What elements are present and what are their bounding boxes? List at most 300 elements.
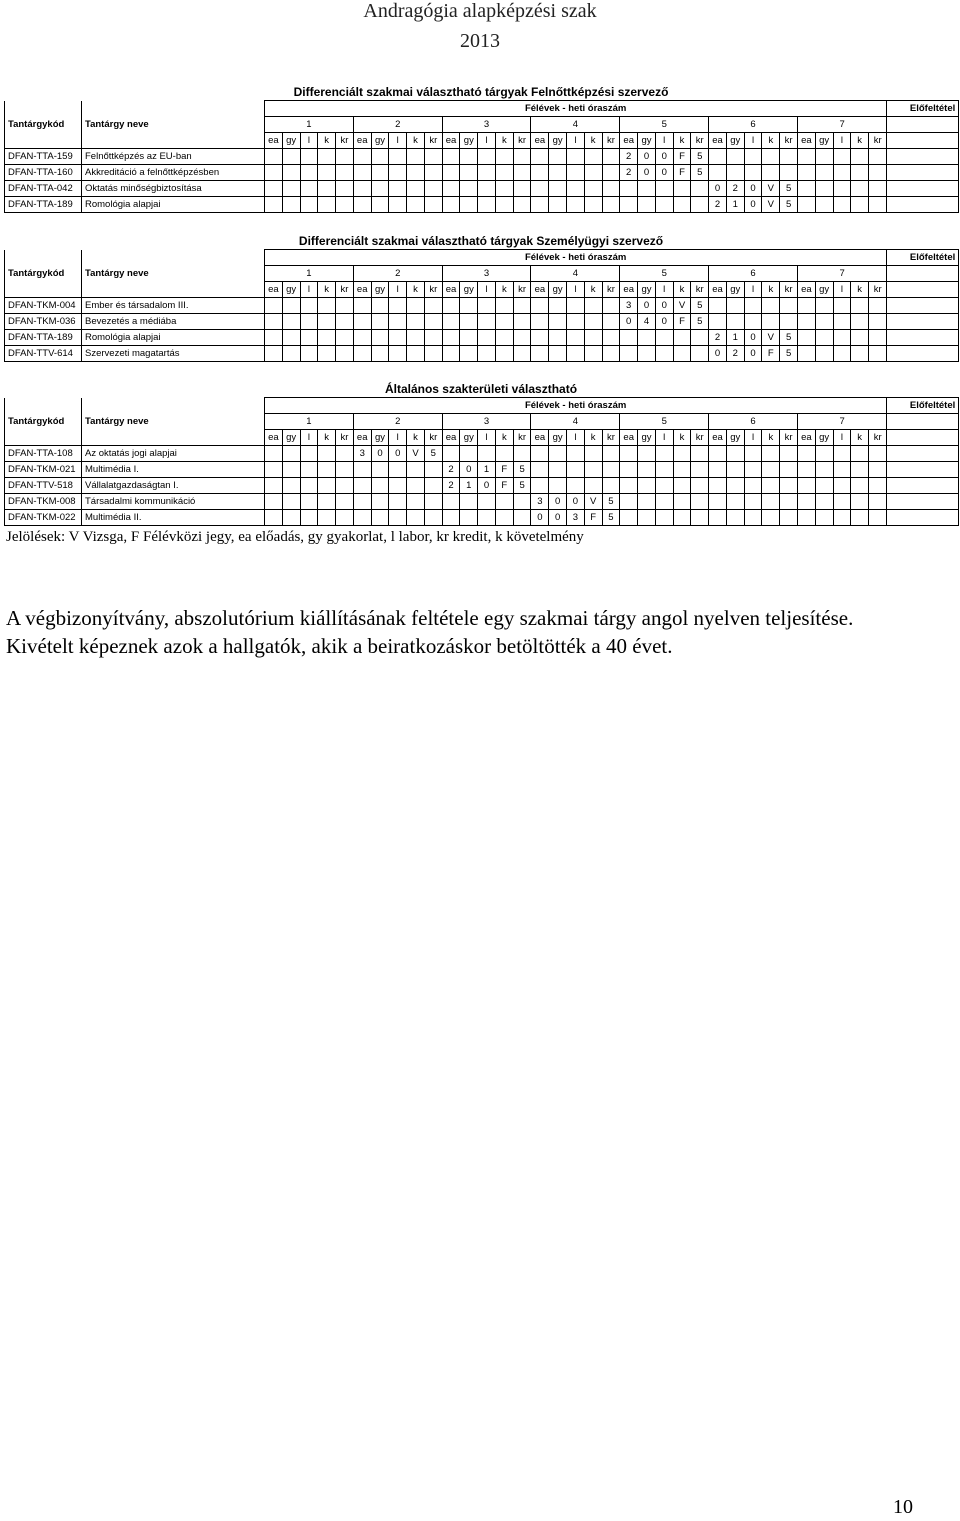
prereq-cell: [887, 346, 959, 362]
hour-cell: [709, 462, 727, 478]
hour-cell: [353, 149, 371, 165]
hour-cell: 1: [726, 330, 744, 346]
prereq-cell: [887, 298, 959, 314]
hour-cell: [602, 330, 620, 346]
hour-cell: [815, 165, 833, 181]
hour-cell: [815, 314, 833, 330]
hour-cell: [336, 494, 354, 510]
hour-cell: [282, 314, 300, 330]
code-header: Tantárgykód: [5, 117, 82, 133]
hour-cell: [389, 165, 407, 181]
hour-cell: 5: [780, 330, 798, 346]
hour-cell: [495, 181, 513, 197]
hour-cell: [584, 197, 602, 213]
subheader-l: l: [478, 430, 496, 446]
hour-cell: [869, 298, 887, 314]
hour-cell: [691, 462, 709, 478]
hour-cell: [531, 298, 549, 314]
subheader-kr: kr: [513, 282, 531, 298]
hour-cell: [318, 149, 336, 165]
hour-cell: F: [762, 346, 780, 362]
hour-cell: [833, 298, 851, 314]
semester-number: 7: [797, 414, 886, 430]
table-row: [5, 149, 959, 165]
course-name: Romológia alapjai: [82, 197, 265, 213]
subheader-k: k: [762, 282, 780, 298]
hour-cell: [424, 478, 442, 494]
hour-cell: [460, 494, 478, 510]
subheader-k: k: [318, 282, 336, 298]
blank-cell: [887, 430, 959, 446]
course-name: Felnőttképzés az EU-ban: [82, 149, 265, 165]
subheader-ea: ea: [442, 133, 460, 149]
hour-cell: [762, 478, 780, 494]
hour-cell: [282, 165, 300, 181]
subheader-k: k: [318, 133, 336, 149]
hour-cell: [389, 346, 407, 362]
subheader-l: l: [567, 430, 585, 446]
hour-cell: [620, 346, 638, 362]
hour-cell: [389, 510, 407, 526]
hour-cell: 0: [638, 149, 656, 165]
hour-cell: [780, 446, 798, 462]
hour-cell: [442, 330, 460, 346]
hour-cell: [869, 165, 887, 181]
subheader-kr: kr: [869, 282, 887, 298]
subheader-l: l: [478, 282, 496, 298]
hour-cell: [851, 462, 869, 478]
semester-number: 6: [709, 266, 798, 282]
hour-cell: V: [584, 494, 602, 510]
hour-cell: [797, 446, 815, 462]
hour-cell: [371, 330, 389, 346]
hour-cell: 0: [371, 446, 389, 462]
hour-cell: [282, 149, 300, 165]
subheader-kr: kr: [869, 430, 887, 446]
hour-cell: [549, 165, 567, 181]
hour-cell: [460, 181, 478, 197]
hour-cell: [869, 494, 887, 510]
hour-cell: [336, 446, 354, 462]
subheader-l: l: [833, 133, 851, 149]
hour-cell: [691, 478, 709, 494]
hour-cell: [833, 314, 851, 330]
course-table: [4, 100, 959, 213]
hour-cell: 5: [691, 165, 709, 181]
hour-cell: [495, 298, 513, 314]
hour-cell: 0: [567, 494, 585, 510]
hour-cell: [371, 346, 389, 362]
hour-cell: F: [673, 149, 691, 165]
hour-cell: [691, 510, 709, 526]
hour-cell: [638, 346, 656, 362]
hour-cell: [833, 149, 851, 165]
hour-cell: [407, 494, 425, 510]
hour-cell: [620, 494, 638, 510]
hour-cell: [442, 346, 460, 362]
hour-cell: [797, 462, 815, 478]
hour-cell: [584, 478, 602, 494]
hour-cell: [495, 346, 513, 362]
subheader-k: k: [584, 430, 602, 446]
hour-cell: [353, 462, 371, 478]
hour-cell: [371, 314, 389, 330]
hour-cell: [371, 165, 389, 181]
hour-cell: [513, 346, 531, 362]
subheader-k: k: [673, 430, 691, 446]
hour-cell: [833, 181, 851, 197]
course-name: Romológia alapjai: [82, 330, 265, 346]
hour-cell: [691, 494, 709, 510]
subheader-kr: kr: [336, 430, 354, 446]
hour-cell: 2: [620, 149, 638, 165]
hour-cell: [726, 510, 744, 526]
section-title: Differenciált szakmai választható tárgyak Felnőttképzési szervező: [293, 85, 669, 99]
prereq-cell: [887, 494, 959, 510]
hour-cell: [495, 446, 513, 462]
hour-cell: [833, 197, 851, 213]
subheader-k: k: [407, 282, 425, 298]
blank-cell: [5, 282, 82, 298]
hour-cell: [638, 510, 656, 526]
hour-cell: [318, 314, 336, 330]
hour-cell: [869, 197, 887, 213]
hour-cell: [673, 478, 691, 494]
hour-cell: [442, 149, 460, 165]
hour-cell: [549, 197, 567, 213]
hour-cell: [282, 197, 300, 213]
hour-cell: [407, 510, 425, 526]
hour-cell: [513, 149, 531, 165]
semester-number: 7: [797, 266, 886, 282]
hour-cell: [762, 462, 780, 478]
hour-cell: [620, 181, 638, 197]
hour-cell: [709, 314, 727, 330]
hour-cell: 3: [353, 446, 371, 462]
hour-cell: [567, 197, 585, 213]
subheader-kr: kr: [513, 430, 531, 446]
hour-cell: [389, 462, 407, 478]
hour-cell: [336, 510, 354, 526]
hour-cell: [478, 149, 496, 165]
hour-cell: [726, 462, 744, 478]
course-code: DFAN-TKM-036: [5, 314, 82, 330]
hour-cell: [318, 298, 336, 314]
subheader-ea: ea: [442, 282, 460, 298]
blank-cell: [82, 250, 265, 266]
hour-cell: 0: [655, 165, 673, 181]
hour-cell: [851, 165, 869, 181]
hour-cell: [584, 446, 602, 462]
hour-cell: [442, 181, 460, 197]
course-name: Szervezeti magatartás: [82, 346, 265, 362]
semester-number: 3: [442, 414, 531, 430]
subheader-l: l: [744, 133, 762, 149]
hour-cell: [709, 446, 727, 462]
subheader-ea: ea: [797, 430, 815, 446]
hour-cell: 0: [638, 165, 656, 181]
hour-cell: [371, 181, 389, 197]
hour-cell: [282, 181, 300, 197]
hour-cell: 1: [478, 462, 496, 478]
hour-cell: [673, 462, 691, 478]
hour-cell: [265, 462, 283, 478]
hour-cell: [495, 510, 513, 526]
table-row: [5, 346, 959, 362]
hour-cell: [478, 165, 496, 181]
hour-cell: 5: [602, 510, 620, 526]
subheader-gy: gy: [371, 430, 389, 446]
hour-cell: 2: [442, 462, 460, 478]
hour-cell: [353, 346, 371, 362]
subheader-l: l: [655, 282, 673, 298]
semesters-header: Félévek - heti óraszám: [265, 101, 887, 117]
hour-cell: [797, 346, 815, 362]
semester-number: 6: [709, 117, 798, 133]
hour-cell: [797, 298, 815, 314]
subheader-gy: gy: [371, 282, 389, 298]
subheader-k: k: [495, 133, 513, 149]
requirement-note: A végbizonyítvány, abszolutórium kiállításának feltétele egy szakmai tárgy angol nyelven teljesítése. Kivételt képeznek azok a hallgatók, akik a beiratkozáskor betöltötték a 40 évet.: [6, 606, 854, 658]
subheader-ea: ea: [531, 430, 549, 446]
hour-cell: [602, 462, 620, 478]
hour-cell: [531, 462, 549, 478]
subheader-ea: ea: [620, 282, 638, 298]
subheader-ea: ea: [353, 133, 371, 149]
blank-cell: [887, 133, 959, 149]
hour-cell: [691, 330, 709, 346]
hour-cell: [833, 494, 851, 510]
hour-cell: [424, 181, 442, 197]
hour-cell: [495, 149, 513, 165]
hour-cell: [318, 446, 336, 462]
hour-cell: [584, 462, 602, 478]
hour-cell: 0: [389, 446, 407, 462]
hour-cell: [655, 346, 673, 362]
course-name: Oktatás minőségbiztosítása: [82, 181, 265, 197]
subheader-l: l: [744, 430, 762, 446]
section-szemelyugyi-szervezo: [4, 233, 958, 367]
section-altalanos-szakteruleti: [4, 381, 958, 531]
hour-cell: [300, 510, 318, 526]
code-header: Tantárgykód: [5, 266, 82, 282]
hour-cell: [318, 462, 336, 478]
subheader-kr: kr: [602, 282, 620, 298]
hour-cell: [513, 446, 531, 462]
subheader-l: l: [300, 282, 318, 298]
hour-cell: [478, 446, 496, 462]
document-header-year: 2013: [460, 30, 500, 52]
hour-cell: [389, 197, 407, 213]
hour-cell: 4: [638, 314, 656, 330]
prereq-header: Előfeltétel: [887, 101, 959, 117]
hour-cell: [762, 298, 780, 314]
hour-cell: [620, 330, 638, 346]
hour-cell: [815, 446, 833, 462]
hour-cell: [567, 478, 585, 494]
hour-cell: [584, 298, 602, 314]
hour-cell: 0: [638, 298, 656, 314]
hour-cell: [460, 197, 478, 213]
subheader-k: k: [762, 133, 780, 149]
hour-cell: [265, 149, 283, 165]
hour-cell: [797, 149, 815, 165]
hour-cell: [567, 346, 585, 362]
prereq-header: Előfeltétel: [887, 250, 959, 266]
semester-number: 1: [265, 266, 354, 282]
hour-cell: [726, 149, 744, 165]
subheader-kr: kr: [691, 282, 709, 298]
hour-cell: [567, 462, 585, 478]
hour-cell: [833, 462, 851, 478]
hour-cell: [531, 446, 549, 462]
course-name: Az oktatás jogi alapjai: [82, 446, 265, 462]
hour-cell: [726, 298, 744, 314]
hour-cell: [833, 446, 851, 462]
blank-cell: [82, 101, 265, 117]
legend-text: Jelölések: V Vizsga, F Félévközi jegy, ea előadás, gy gyakorlat, l labor, kr kredit, k követelmény: [6, 529, 584, 545]
hour-cell: V: [407, 446, 425, 462]
hour-cell: [282, 346, 300, 362]
prereq-cell: [887, 149, 959, 165]
hour-cell: [780, 462, 798, 478]
section-felnottkepzesi-szervezo: [4, 84, 958, 218]
semester-number: 6: [709, 414, 798, 430]
hour-cell: 0: [460, 462, 478, 478]
hour-cell: [478, 346, 496, 362]
course-code: DFAN-TKM-008: [5, 494, 82, 510]
subheader-k: k: [407, 430, 425, 446]
subheader-gy: gy: [638, 430, 656, 446]
hour-cell: [300, 446, 318, 462]
semester-number: 4: [531, 414, 620, 430]
semester-number: 2: [353, 414, 442, 430]
table-row: [5, 494, 959, 510]
hour-cell: [282, 494, 300, 510]
hour-cell: [318, 181, 336, 197]
course-code: DFAN-TTA-189: [5, 197, 82, 213]
hour-cell: [282, 478, 300, 494]
hour-cell: [673, 510, 691, 526]
hour-cell: [265, 314, 283, 330]
course-name: Társadalmi kommunikáció: [82, 494, 265, 510]
hour-cell: 0: [744, 181, 762, 197]
hour-cell: 0: [655, 298, 673, 314]
hour-cell: [869, 314, 887, 330]
hour-cell: [531, 197, 549, 213]
hour-cell: [744, 165, 762, 181]
hour-cell: [549, 298, 567, 314]
semester-number: 4: [531, 117, 620, 133]
hour-cell: [851, 149, 869, 165]
hour-cell: [460, 314, 478, 330]
hour-cell: [780, 165, 798, 181]
hour-cell: [282, 510, 300, 526]
semesters-header: Félévek - heti óraszám: [265, 398, 887, 414]
hour-cell: [300, 462, 318, 478]
hour-cell: [549, 149, 567, 165]
hour-cell: [673, 446, 691, 462]
hour-cell: [549, 314, 567, 330]
blank-cell: [5, 101, 82, 117]
prereq-cell: [887, 478, 959, 494]
hour-cell: [460, 330, 478, 346]
hour-cell: [655, 330, 673, 346]
hour-cell: [655, 181, 673, 197]
hour-cell: [300, 314, 318, 330]
course-code: DFAN-TTA-159: [5, 149, 82, 165]
hour-cell: [371, 149, 389, 165]
hour-cell: [780, 314, 798, 330]
hour-cell: 0: [709, 181, 727, 197]
subheader-k: k: [673, 282, 691, 298]
subheader-gy: gy: [549, 430, 567, 446]
hour-cell: [567, 181, 585, 197]
hour-cell: [797, 197, 815, 213]
subheader-kr: kr: [780, 282, 798, 298]
hour-cell: [300, 181, 318, 197]
hour-cell: [815, 149, 833, 165]
subheader-gy: gy: [460, 282, 478, 298]
hour-cell: [709, 510, 727, 526]
table-row: [5, 510, 959, 526]
hour-cell: [353, 510, 371, 526]
hour-cell: [673, 494, 691, 510]
subheader-gy: gy: [815, 282, 833, 298]
hour-cell: [869, 181, 887, 197]
semester-number: 5: [620, 117, 709, 133]
hour-cell: [762, 314, 780, 330]
subheader-ea: ea: [797, 133, 815, 149]
prereq-cell: [887, 510, 959, 526]
hour-cell: [691, 446, 709, 462]
hour-cell: [851, 298, 869, 314]
hour-cell: [300, 330, 318, 346]
course-code: DFAN-TTV-614: [5, 346, 82, 362]
hour-cell: 2: [442, 478, 460, 494]
hour-cell: [833, 330, 851, 346]
course-code: DFAN-TKM-021: [5, 462, 82, 478]
hour-cell: F: [584, 510, 602, 526]
hour-cell: [513, 181, 531, 197]
hour-cell: [495, 165, 513, 181]
hour-cell: [424, 298, 442, 314]
hour-cell: [495, 314, 513, 330]
blank-cell: [82, 430, 265, 446]
hour-cell: [318, 197, 336, 213]
hour-cell: 1: [726, 197, 744, 213]
hour-cell: [424, 165, 442, 181]
hour-cell: 5: [780, 181, 798, 197]
hour-cell: [726, 314, 744, 330]
subheader-ea: ea: [620, 133, 638, 149]
hour-cell: [442, 298, 460, 314]
subheader-l: l: [300, 430, 318, 446]
course-name: Ember és társadalom III.: [82, 298, 265, 314]
hour-cell: [389, 494, 407, 510]
hour-cell: [478, 314, 496, 330]
hour-cell: [265, 165, 283, 181]
hour-cell: [442, 314, 460, 330]
subheader-kr: kr: [602, 430, 620, 446]
hour-cell: [424, 330, 442, 346]
hour-cell: [336, 462, 354, 478]
hour-cell: [833, 165, 851, 181]
hour-cell: [353, 298, 371, 314]
page-number: 10: [893, 1496, 913, 1518]
blank-cell: [887, 266, 959, 282]
hour-cell: [851, 494, 869, 510]
